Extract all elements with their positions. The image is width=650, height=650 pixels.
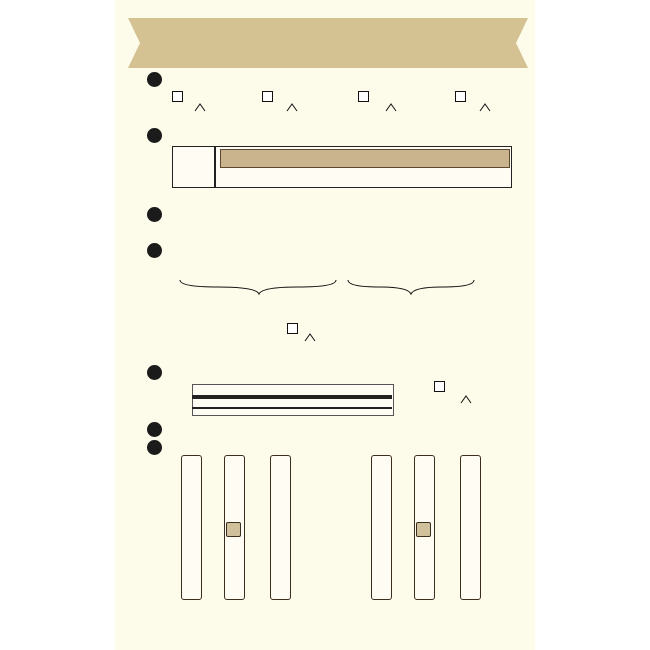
ex5-expression — [434, 380, 445, 394]
add-left-column — [181, 455, 202, 600]
exercise-number — [147, 422, 162, 437]
sub-left-column — [371, 455, 392, 600]
sub-operand-tile — [416, 522, 431, 537]
add-right-column — [270, 455, 291, 600]
sub-right-column — [460, 455, 481, 600]
add-operand-tile — [226, 522, 241, 537]
exercise-number — [147, 440, 162, 455]
